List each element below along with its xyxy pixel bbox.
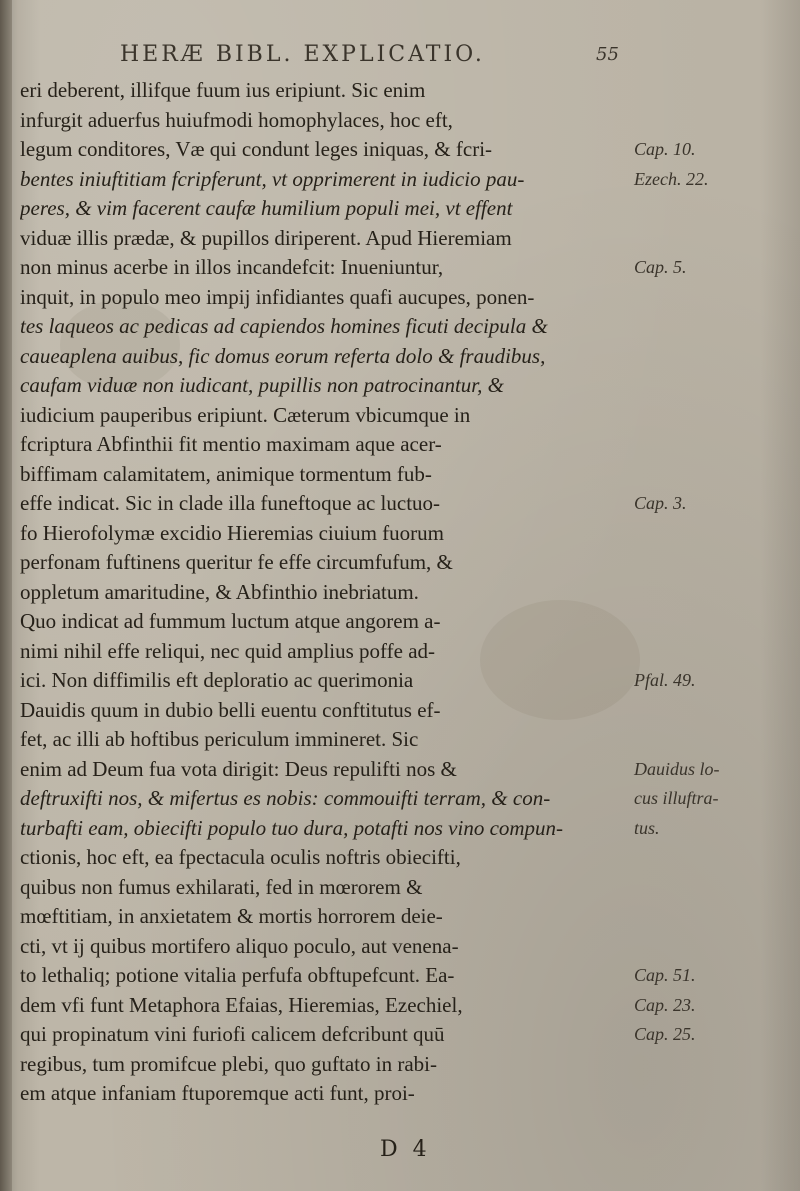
main-text-column: [20, 76, 630, 1109]
margin-note: Cap. 10.: [634, 139, 696, 159]
running-title: HERÆ BIBL. EXPLICATIO.: [120, 42, 485, 67]
text-line: deftruxifti nos, & mifertus es nobis: commouifti terram, & con-: [20, 786, 551, 810]
text-line: non minus acerbe in illos incandefcit: Inueniuntur,: [20, 255, 444, 279]
text-line: em atque infaniam ftuporemque acti funt, proi-: [20, 1081, 415, 1105]
text-line: viduæ illis prædæ, & pupillos diriperent. Apud Hieremiam: [20, 225, 512, 250]
text-line: perfonam fuftinens queritur fe effe circumfufum, &: [20, 550, 453, 574]
margin-notes-column: [634, 0, 794, 1191]
text-line: mœftitiam, in anxietatem & mortis horrorem deie-: [20, 904, 443, 928]
page-header: [110, 42, 710, 76]
page-gutter-shadow: [0, 0, 12, 1191]
text-line: turbafti eam, obiecifti populo tuo dura, potafti nos vino compun-: [20, 815, 564, 840]
text-line: regibus, tum promifcue plebi, quo guftato in rabi-: [20, 1051, 437, 1076]
text-line: enim ad Deum fua vota dirigit: Deus repulifti nos &: [20, 756, 457, 781]
text-line: fcriptura Abfinthii fit mentio maximam aque acer-: [20, 432, 442, 456]
text-line: qui propinatum vini furiofi calicem defcribunt quū: [20, 1022, 445, 1046]
text-line: tes laqueos ac pedicas ad capiendos homines ficuti decipula &: [20, 314, 548, 338]
text-line: fet, ac illi ab hoftibus periculum immineret. Sic: [20, 727, 419, 751]
text-line: Quo indicat ad fummum luctum atque angorem a-: [20, 609, 441, 633]
text-line: inquit, in populo meo impij infidiantes quafi aucupes, ponen-: [20, 284, 535, 309]
text-line: iudicium pauperibus eripiunt. Cæterum vbicumque in: [20, 402, 471, 427]
text-line: eri deberent, illifque fuum ius eripiunt. Sic enim: [20, 78, 426, 102]
margin-note: Pfal. 49.: [634, 670, 696, 690]
signature-mark: D 4: [380, 1137, 431, 1162]
text-line: fo Hierofolymæ excidio Hieremias ciuium fuorum: [20, 520, 444, 545]
page-number: 55: [596, 44, 619, 65]
text-line: nimi nihil effe reliqui, nec quid amplius poffe ad-: [20, 638, 436, 663]
text-line: to lethaliq; potione vitalia perfufa obftupefcunt. Ea-: [20, 963, 455, 987]
margin-note: tus.: [634, 817, 660, 838]
margin-note: Cap. 3.: [634, 493, 687, 513]
margin-note: Cap. 23.: [634, 994, 696, 1015]
text-line: oppletum amaritudine, & Abfinthio inebriatum.: [20, 579, 419, 604]
text-line: caufam viduæ non iudicant, pupillis non patrocinantur, &: [20, 373, 504, 397]
text-line: bentes iniuftitiam fcripferunt, vt opprimerent in iudicio pau-: [20, 166, 525, 191]
text-line: Dauidis quum in dubio belli euentu conftitutus ef-: [20, 697, 441, 722]
text-line: effe indicat. Sic in clade illa funeftoque ac luctuo-: [20, 491, 441, 515]
text-line: cti, vt ij quibus mortifero aliquo poculo, aut venena-: [20, 933, 459, 958]
margin-note: cus illuftra-: [634, 788, 719, 808]
text-line: ctionis, hoc eft, ea fpectacula oculis noftris obiecifti,: [20, 845, 461, 869]
margin-note: Dauidus lo-: [634, 758, 720, 779]
text-line: ici. Non diffimilis eft deploratio ac querimonia: [20, 668, 414, 692]
text-line: caueaplena auibus, fic domus eorum referta dolo & fraudibus,: [20, 343, 546, 368]
text-line: peres, & vim facerent caufæ humilium populi mei, vt effent: [20, 196, 513, 220]
margin-note: Ezech. 22.: [634, 168, 709, 189]
margin-note: Cap. 5.: [634, 257, 687, 277]
text-line: quibus non fumus exhilarati, fed in mœrorem &: [20, 874, 423, 899]
margin-note: Cap. 51.: [634, 965, 696, 985]
text-line: infurgit aduerfus huiufmodi homophylaces, hoc eft,: [20, 107, 453, 132]
margin-note: Cap. 25.: [634, 1024, 696, 1044]
text-line: biffimam calamitatem, animique tormentum fub-: [20, 461, 432, 486]
text-line: legum conditores, Væ qui condunt leges iniquas, & fcri-: [20, 137, 493, 161]
text-line: dem vfi funt Metaphora Efaias, Hieremias, Ezechiel,: [20, 992, 463, 1017]
